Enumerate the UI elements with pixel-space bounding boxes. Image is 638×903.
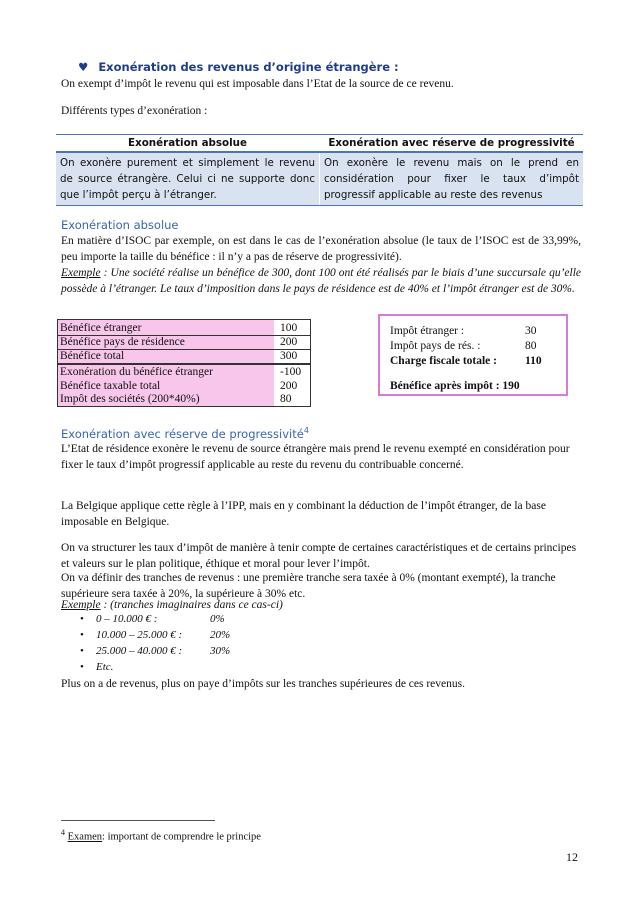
- summary-row: Impôt étranger : 30: [390, 325, 537, 337]
- list-item: • 10.000 – 25.000 € : 20%: [80, 627, 230, 643]
- table-header-progressive: Exonération avec réserve de progressivité: [320, 135, 584, 153]
- footnote: $^4$ Examen: important de comprendre le principe: [61, 828, 261, 843]
- absolute-exemption-paragraph: En matière d’ISOC par exemple, on est dans le cas de l’exonération absolue (le taux de l’ISOC est de 33,99%, peu importe la taille du bénéfice : il n’y a pas de réserve de progressivité).: [61, 235, 581, 263]
- calc-row: Impôt des sociétés (200*40%) 80: [60, 393, 292, 405]
- table-cell-progressive: On exonère le revenu mais on le prend en considération pour fixer le taux d’impôt progressif applicable au reste des revenus: [320, 152, 584, 206]
- bracket-list: [80, 611, 230, 675]
- summary-row: Impôt pays de rés. : 80: [390, 340, 537, 352]
- exemption-types-table: [56, 134, 583, 206]
- list-item: • Etc.: [80, 659, 230, 675]
- progressive-paragraph-4: On va définir des tranches de revenus : une première tranche sera taxée à 0% (montant exempté), la tranche supérieure sera taxée à 20%, la supérieure à 30% etc.: [61, 572, 556, 600]
- progressive-paragraph-1: L’Etat de résidence exonère le revenu de source étrangère mais prend le revenu exempté en considération pour fixer le taux d’impôt progressif applicable au reste du revenu du contribuable concerné.: [61, 443, 570, 471]
- page-number: 12: [566, 850, 578, 864]
- absolute-exemption-title: Exonération absolue: [61, 218, 179, 232]
- calculation-box: [57, 319, 311, 407]
- table-cell-absolute: On exonère purement et simplement le revenu de source étrangère. Celui ci ne supporte donc que l’impôt perçu à l’étranger.: [56, 152, 320, 206]
- heart-bullet-icon: ♥: [78, 60, 89, 74]
- tax-summary-box: [378, 314, 568, 396]
- section-heading-text: Exonération des revenus d’origine étrangère :: [98, 60, 399, 74]
- intro-paragraph: On exempt d’impôt le revenu qui est imposable dans l’Etat de la source de ce revenu.: [61, 78, 454, 90]
- section-heading: [78, 60, 399, 74]
- list-item: • 0 – 10.000 € : 0%: [80, 611, 230, 627]
- absolute-example: [61, 265, 581, 297]
- footnote-ref: 4: [303, 426, 309, 435]
- progressive-paragraph-2: La Belgique applique cette règle à l’IPP, mais en y combinant la déduction de l’impôt étranger, de la base imposable en Belgique.: [61, 500, 546, 528]
- progressive-exemption-title: Exonération avec réserve de progressivité$^4$: [61, 426, 309, 441]
- footnote-divider: [61, 820, 215, 821]
- calc-row: Bénéfice taxable total 200: [60, 380, 298, 392]
- progressive-paragraph-3: On va structurer les taux d’impôt de manière à tenir compte de certaines caractéristiques et de certains principes et valeurs sur le plan politique, éthique et moral pour lever l’impôt.: [61, 542, 577, 570]
- calc-row: Exonération du bénéfice étranger -100: [60, 366, 302, 378]
- types-label: Différents types d’exonération :: [61, 105, 208, 117]
- summary-profit-after-tax: Bénéfice après impôt : 190: [390, 380, 520, 392]
- example-text: : (tranches imaginaires dans ce cas-ci): [100, 599, 283, 611]
- example-text: : Une société réalise un bénéfice de 300, dont 100 ont été réalisés par le biais d’une succursale qu’elle possède à l’étranger. Le taux d’imposition dans le pays de résidence est de 40% et l’impôt étranger est de 30%.: [61, 267, 581, 295]
- closing-paragraph: Plus on a de revenus, plus on paye d’impôts sur les tranches supérieures de ces revenus.: [61, 678, 465, 690]
- example-label: Exemple: [61, 267, 101, 279]
- summary-row-total: Charge fiscale totale : 110: [390, 355, 542, 367]
- list-item: • 25.000 – 40.000 € : 30%: [80, 643, 230, 659]
- calc-row: Bénéfice total 300: [60, 350, 298, 362]
- example-label: Exemple: [61, 599, 101, 611]
- calc-row: Bénéfice étranger 100: [60, 322, 298, 334]
- table-header-absolute: Exonération absolue: [56, 135, 320, 153]
- calc-row: Bénéfice pays de résidence 200: [60, 336, 298, 348]
